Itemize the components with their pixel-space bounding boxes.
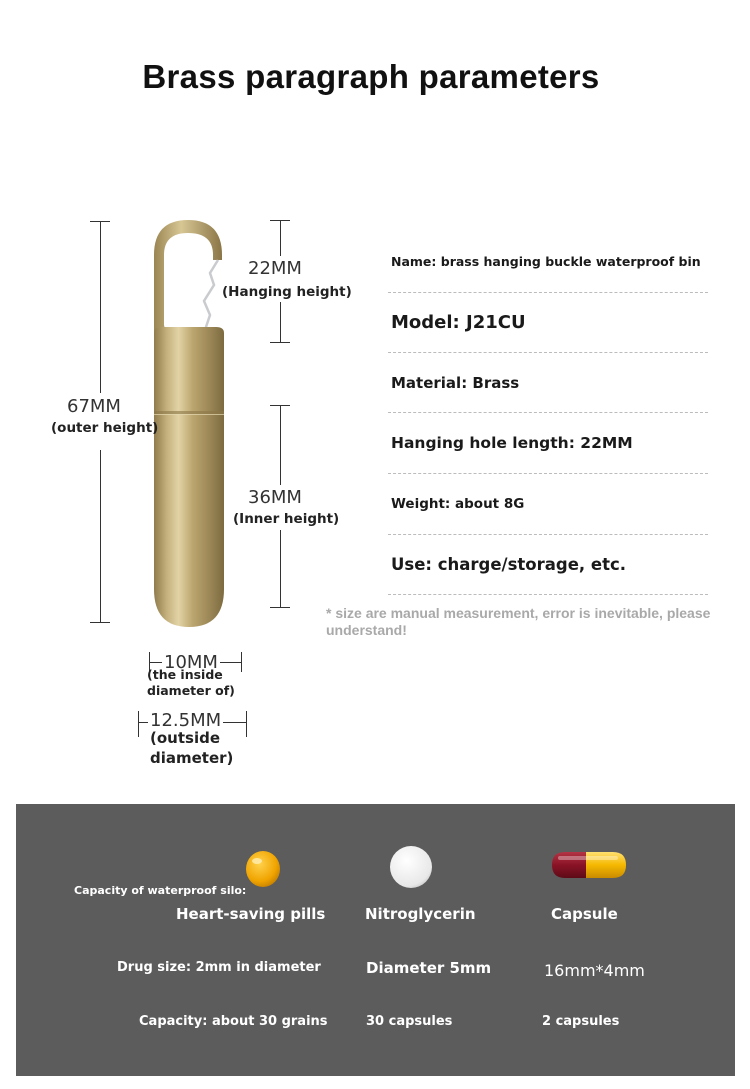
inside-diameter-label-1: (the inside (147, 667, 223, 682)
inside-diameter-value: 10MM (164, 652, 218, 673)
col-2-capacity: 30 capsules (366, 1014, 453, 1029)
col-2-name: Nitroglycerin (365, 905, 476, 923)
outer-height-value: 67MM (67, 396, 121, 417)
spec-material: Material: Brass (391, 373, 520, 392)
outside-diameter-label-2: diameter) (150, 749, 234, 767)
inner-height-value: 36MM (248, 487, 302, 508)
spec-weight-row (388, 474, 708, 535)
inner-height-label: (Inner height) (233, 511, 340, 527)
spec-model-row (388, 293, 708, 353)
measurement-note: * size are manual measurement, error is inevitable, please understand! (326, 605, 711, 638)
capacity-panel (16, 804, 735, 1076)
spec-name: Name: brass hanging buckle waterproof bin (391, 253, 701, 269)
col-1-name: Heart-saving pills (176, 905, 326, 923)
capsule-icon (550, 850, 628, 880)
hanging-height-label: (Hanging height) (222, 284, 352, 300)
spec-material-row (388, 353, 708, 413)
capacity-heading: Capacity of waterproof silo: (74, 884, 247, 897)
spec-name-row (388, 242, 708, 293)
outer-height-label: (outer height) (51, 420, 159, 436)
outside-diameter-label-1: (outside (150, 729, 220, 747)
yellow-pill-icon (244, 849, 282, 889)
col-1-size: Drug size: 2mm in diameter (117, 960, 321, 975)
hanging-height-value: 22MM (248, 258, 302, 279)
col-2-size: Diameter 5mm (366, 959, 492, 977)
white-tablet-icon (388, 844, 434, 890)
col-1-capacity: Capacity: about 30 grains (139, 1014, 328, 1029)
spec-use-row (388, 535, 708, 595)
outside-diameter-value: 12.5MM (150, 710, 222, 731)
spec-hole-row (388, 413, 708, 474)
col-3-size: 16mm*4mm (544, 961, 645, 980)
page-title: Brass paragraph parameters (142, 58, 600, 95)
spec-hole-length: Hanging hole length: 22MM (391, 434, 633, 452)
spec-use: Use: charge/storage, etc. (391, 555, 627, 574)
col-3-name: Capsule (551, 905, 618, 923)
inside-diameter-label-2: diameter of) (147, 683, 235, 698)
spec-weight: Weight: about 8G (391, 496, 525, 512)
spec-model: Model: J21CU (391, 312, 526, 333)
col-3-capacity: 2 capsules (542, 1014, 620, 1029)
